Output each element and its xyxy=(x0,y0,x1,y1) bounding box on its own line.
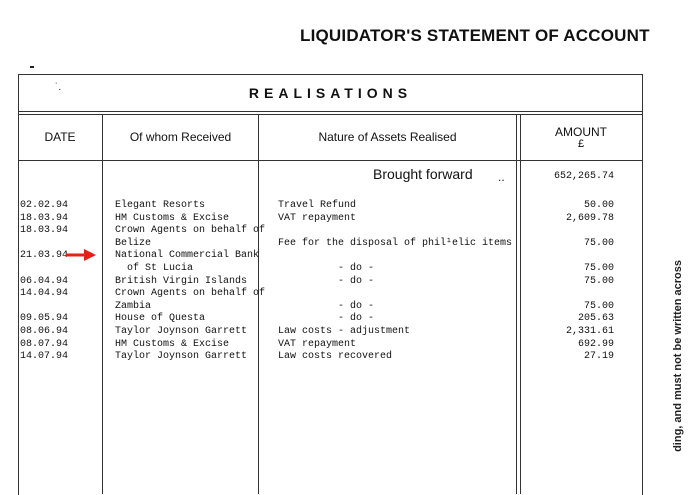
margin-note: ding, and must not be written across xyxy=(672,260,684,452)
col-header-nature: Nature of Assets Realised xyxy=(318,130,457,144)
row-date: 08.07.94 xyxy=(20,338,69,350)
statement-table xyxy=(18,74,643,494)
row-received: Crown Agents on behalf of xyxy=(115,288,266,300)
row-received: HM Customs & Excise xyxy=(115,338,230,350)
row-amount: 27.19 xyxy=(583,351,614,363)
rule-under-headers xyxy=(18,160,643,161)
scan-speck: ˙. xyxy=(55,82,62,93)
col-header-received: Of whom Received xyxy=(129,130,232,144)
red-arrow-icon xyxy=(66,249,96,261)
row-nature: - do - xyxy=(338,300,375,312)
row-received: Crown Agents on behalf of xyxy=(115,225,266,237)
col-header-currency: £ xyxy=(577,138,585,150)
row-received: Belize xyxy=(115,237,152,249)
page-title: LIQUIDATOR'S STATEMENT OF ACCOUNT xyxy=(300,26,650,45)
row-date: 02.02.94 xyxy=(20,200,69,211)
row-amount: 205.63 xyxy=(577,313,614,325)
brought-forward-dots: .. xyxy=(498,170,505,184)
row-received: National Commercial Bank xyxy=(115,250,260,262)
col-divider-received xyxy=(258,114,259,494)
row-date: 18.03.94 xyxy=(20,225,69,237)
row-amount: 2,609.78 xyxy=(565,212,614,224)
col-header-date: DATE xyxy=(44,130,76,144)
row-nature: Fee for the disposal of phil¹elic items xyxy=(278,237,513,249)
row-date: 06.04.94 xyxy=(20,275,69,287)
row-amount: 75.00 xyxy=(583,237,614,249)
section-title: REALISATIONS xyxy=(248,85,413,101)
row-received: HM Customs & Excise xyxy=(115,212,230,224)
row-received: Elegant Resorts xyxy=(115,200,206,211)
col-header-amount: AMOUNT xyxy=(555,125,607,139)
row-received: British Virgin Islands xyxy=(115,275,248,287)
rule-under-section xyxy=(18,111,643,112)
row-date: 08.06.94 xyxy=(20,326,69,337)
col-divider-nature xyxy=(516,114,517,494)
row-received: House of Questa xyxy=(115,313,206,325)
row-amount: 2,331.61 xyxy=(565,326,614,337)
row-amount: 75.00 xyxy=(583,300,614,312)
row-amount: 692.99 xyxy=(577,338,614,350)
brought-forward-amount: 652,265.74 xyxy=(553,171,614,182)
row-nature: Travel Refund xyxy=(278,200,357,211)
row-received: Taylor Joynson Garrett xyxy=(115,326,248,337)
row-nature: - do - xyxy=(338,313,375,325)
row-received: of St Lucia xyxy=(115,263,194,274)
row-date: 14.07.94 xyxy=(20,351,69,363)
row-nature: VAT repayment xyxy=(278,212,357,224)
row-nature: VAT repayment xyxy=(278,338,357,350)
row-date: 18.03.94 xyxy=(20,212,69,224)
col-divider-date xyxy=(102,114,103,494)
rule-under-section-double xyxy=(18,114,643,115)
row-received: Taylor Joynson Garrett xyxy=(115,351,248,363)
brought-forward-label: Brought forward xyxy=(373,166,473,182)
row-nature: Law costs recovered xyxy=(278,351,393,363)
row-date: 09.05.94 xyxy=(20,313,69,325)
row-amount: 75.00 xyxy=(583,275,614,287)
row-date: 21.03.94 xyxy=(20,250,69,262)
row-nature: - do - xyxy=(338,275,375,287)
col-divider-nature-double xyxy=(520,114,521,494)
row-date: 14.04.94 xyxy=(20,288,69,300)
row-nature: - do - xyxy=(338,263,375,274)
row-amount: 50.00 xyxy=(583,200,614,211)
row-received: Zambia xyxy=(115,300,152,312)
row-nature: Law costs - adjustment xyxy=(278,326,411,337)
row-amount: 75.00 xyxy=(583,263,614,274)
scan-speck xyxy=(30,66,34,68)
